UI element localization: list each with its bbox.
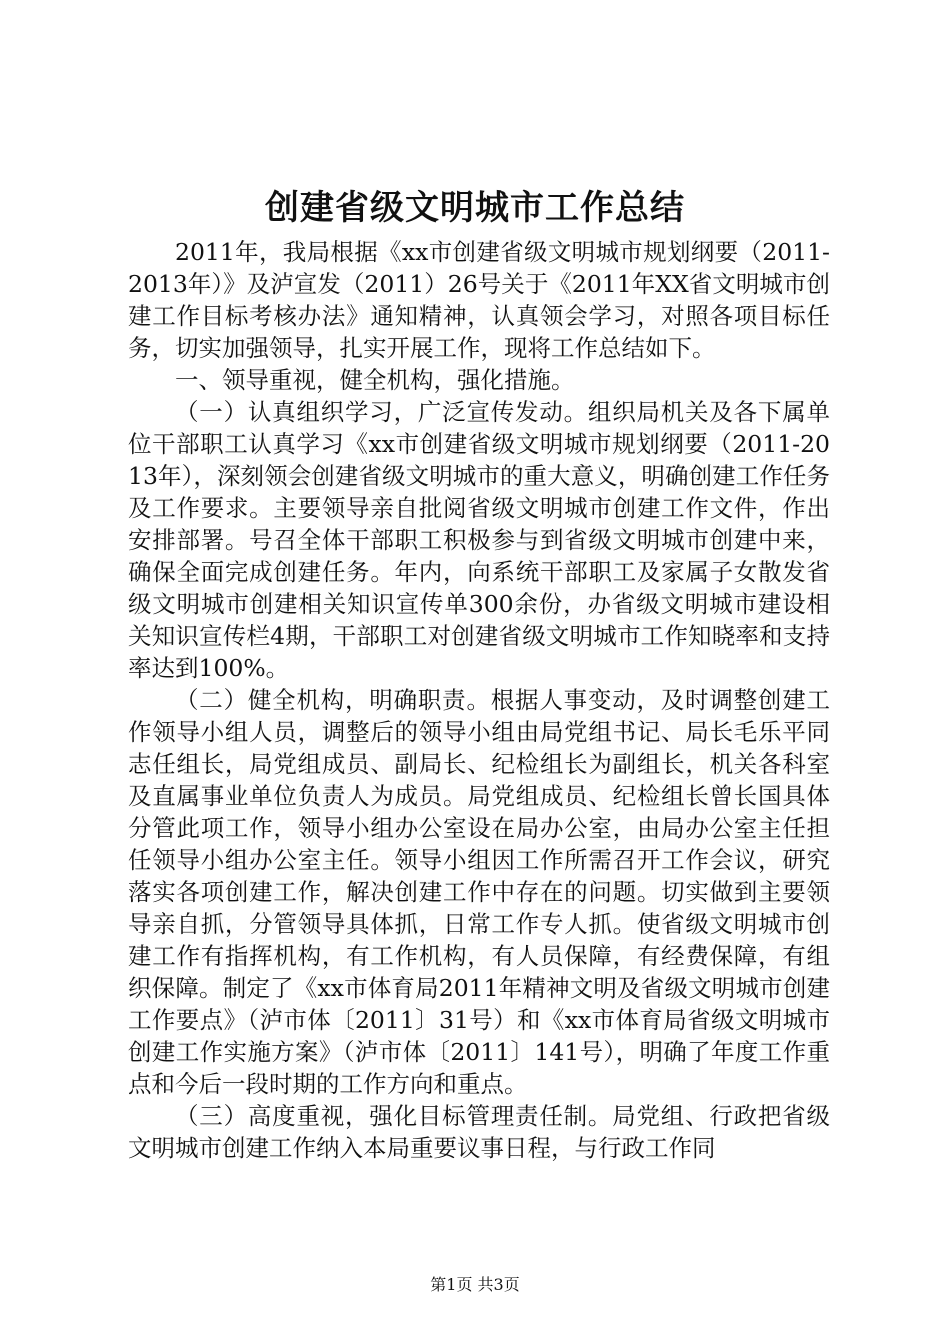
paragraph-target-management: （三）高度重视，强化目标管理责任制。局党组、行政把省级文明城市创建工作纳入本局重要议事日程，与行政工作同	[128, 1102, 830, 1162]
page-number-footer: 第1页 共3页	[430, 1275, 520, 1294]
paragraph-intro: 2011年，我局根据《xx市创建省级文明城市规划纲要（2011-2013年）》及泸宣发（2011）26号关于《2011年XX省文明城市创建工作目标考核办法》通知精神，认真领会学习，对照各项目标任务，切实加强领导，扎实开展工作，现将工作总结如下。	[128, 238, 830, 362]
paragraph-organization: （二）健全机构，明确职责。根据人事变动，及时调整创建工作领导小组人员，调整后的领导小组由局党组书记、局长毛乐平同志任组长，局党组成员、副局长、纪检组长为副组长，机关各科室及直属事业单位负责人为成员。局党组成员、纪检组长曾长国具体分管此项工作，领导小组办公室设在局办公室，由局办公室主任担任领导小组办公室主任。领导小组因工作所需召开工作会议，研究落实各项创建工作，解决创建工作中存在的问题。切实做到主要领导亲自抓，分管领导具体抓，日常工作专人抓。使省级文明城市创建工作有指挥机构，有工作机构，有人员保障，有经费保障，有组织保障。制定了《xx市体育局2011年精神文明及省级文明城市创建工作要点》（泸市体〔2011〕31号）和《xx市体育局省级文明城市创建工作实施方案》（泸市体〔2011〕141号），明确了年度工作重点和今后一段时期的工作方向和重点。	[128, 686, 830, 1098]
paragraph-study-publicity: （一）认真组织学习，广泛宣传发动。组织局机关及各下属单位干部职工认真学习《xx市创建省级文明城市规划纲要（2011-2013年），深刻领会创建省级文明城市的重大意义，明确创建工作任务及工作要求。主要领导亲自批阅省级文明城市创建工作文件，作出安排部署。号召全体干部职工积极参与到省级文明城市创建中来，确保全面完成创建任务。年内，向系统干部职工及家属子女散发省级文明城市创建相关知识宣传单300余份，办省级文明城市建设相关知识宣传栏4期，干部职工对创建省级文明城市工作知晓率和支持率达到100%。	[128, 398, 830, 682]
section-heading-1: 一、领导重视，健全机构，强化措施。	[175, 366, 575, 394]
document-body	[128, 236, 830, 1164]
document-title: 创建省级文明城市工作总结	[265, 188, 685, 228]
